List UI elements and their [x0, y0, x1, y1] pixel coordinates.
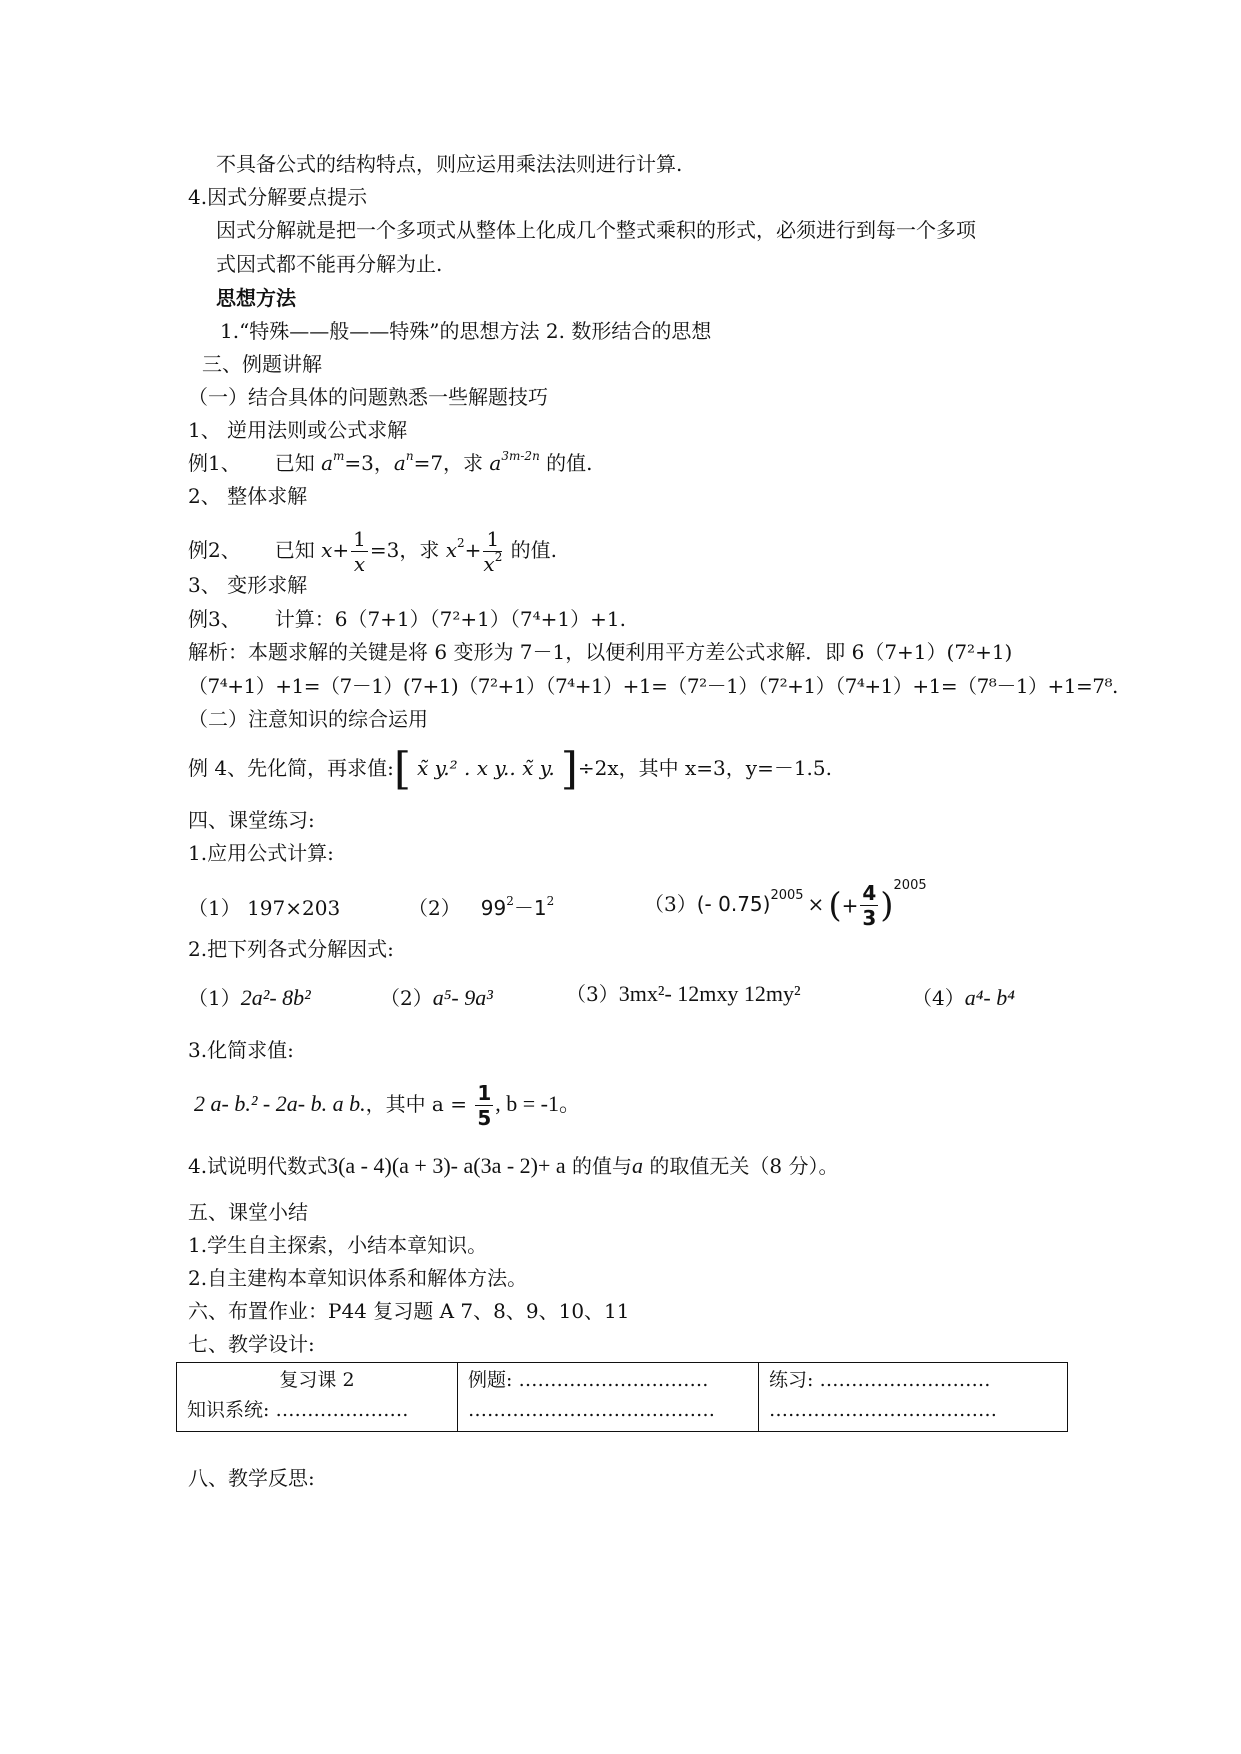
fraction: $\frac{1}{x}$ [353, 527, 366, 576]
text-line: 2.自主建构本章知识体系和解体方法。 [188, 1266, 528, 1290]
text-line: 因式分解就是把一个多项式从整体上化成几个整式乘积的形式，必须进行到每一个多项 [216, 218, 976, 242]
example-3: 例3、 计算：6（7+1）（7²+1）（7⁴+1）+1. [188, 607, 626, 631]
example-4: 例 4、先化简，再求值:[ x̃ y.² . x y.. x̃ y. ]÷2x，其中 x=3，y=－1.5. [188, 743, 832, 795]
practice-2-item-4: （4）a⁴- b⁴ [912, 985, 1015, 1010]
text-line: （7⁴+1）+1=（7－1）(7+1)（7²+1）（7⁴+1）+1=（7²－1）（7²+1）（7⁴+1）+1=（7⁸－1）+1=7⁸. [188, 674, 1118, 698]
example-label: 例 4、先化简，再求值: [188, 756, 394, 780]
practice-2-item-2: （2）a⁵- 9a³ [380, 985, 493, 1010]
section-heading: 七、教学设计: [188, 1332, 315, 1356]
table-cell: 复习课 2 知识系统: ………………… [177, 1363, 458, 1432]
text-line: 1.学生自主探索，小结本章知识。 [188, 1233, 488, 1257]
section-heading: （一）结合具体的问题熟悉一些解题技巧 [188, 385, 548, 409]
left-bracket: [ [393, 743, 411, 795]
fraction: $\frac{1}{5}$ [477, 1081, 492, 1130]
text-line: 2、 整体求解 [188, 484, 308, 508]
text-line: 式因式都不能再分解为止. [216, 252, 443, 276]
fraction: $\frac{4}{3}$ [862, 881, 877, 930]
practice-4: 4.试说明代数式3(a - 4)(a + 3)- a(3a - 2)+ a 的值与a 的取值无关（8 分）。 [188, 1153, 839, 1178]
text-line: 不具备公式的结构特点，则应运用乘法法则进行计算. [216, 152, 683, 176]
section-heading: 五、课堂小结 [188, 1200, 308, 1224]
section-heading: 四、课堂练习: [188, 808, 315, 832]
practice-1-item-3: （3）(- 0.75)$^{2005}$ × (+ $\frac{4}{3}$ )$^{2005}$ [644, 878, 927, 930]
text-line: 3.化简求值: [188, 1038, 294, 1062]
example-2: 例2、 已知 x+ $\frac{1}{x}$ =3，求 $x^2+$ $\frac{1}{x^2}$ 的值. [188, 527, 558, 576]
practice-1-item-2: （2） $99^2-1^2$ [408, 894, 555, 920]
text-line: 1.“特殊——般——特殊”的思想方法 2. 数形结合的思想 [220, 319, 712, 343]
practice-1-item-1: （1） 197×203 [188, 896, 341, 920]
practice-2-item-3: （3）3mx²- 12mxy 12my² [566, 981, 801, 1006]
text-line: 六、布置作业：P44 复习题 A 7、8、9、10、11 [188, 1299, 630, 1323]
text-line: 解析：本题求解的关键是将 6 变形为 7－1，以便利用平方差公式求解．即 6（7+1）(7²+1) [188, 640, 1013, 664]
section-heading: 三、例题讲解 [202, 352, 322, 376]
section-heading: （二）注意知识的综合运用 [188, 707, 428, 731]
table-cell: 练习: ……………………… ……………………………… [759, 1363, 1068, 1432]
right-bracket: ] [560, 743, 578, 795]
example-1: 例1、 已知 $a^m=3$，$a^n=7$，求 $a^{3m-2n}$ 的值. [188, 449, 593, 475]
text-line: 1、 逆用法则或公式求解 [188, 418, 408, 442]
example-label: 例3、 [188, 607, 241, 631]
example-label: 例1、 [188, 451, 241, 475]
text-line: 2.把下列各式分解因式: [188, 937, 394, 961]
practice-2-item-1: （1）2a²- 8b² [188, 985, 311, 1010]
practice-3: 2 a- b.² - 2a- b. a b.，其中 a = $\frac{1}{5}$ , b = -1。 [194, 1081, 581, 1130]
section-heading: 八、教学反思: [188, 1466, 315, 1490]
section-heading: 思想方法 [216, 286, 296, 310]
teaching-design-table [176, 1362, 1068, 1432]
example-label: 例2、 [188, 538, 241, 562]
table-cell: 例题: ………………………… ………………………………… [458, 1363, 759, 1432]
text-line: 1.应用公式计算: [188, 841, 334, 865]
text-line: 3、 变形求解 [188, 573, 308, 597]
section-heading: 4.因式分解要点提示 [188, 185, 368, 209]
fraction: $\frac{1}{x^2}$ [483, 527, 503, 576]
